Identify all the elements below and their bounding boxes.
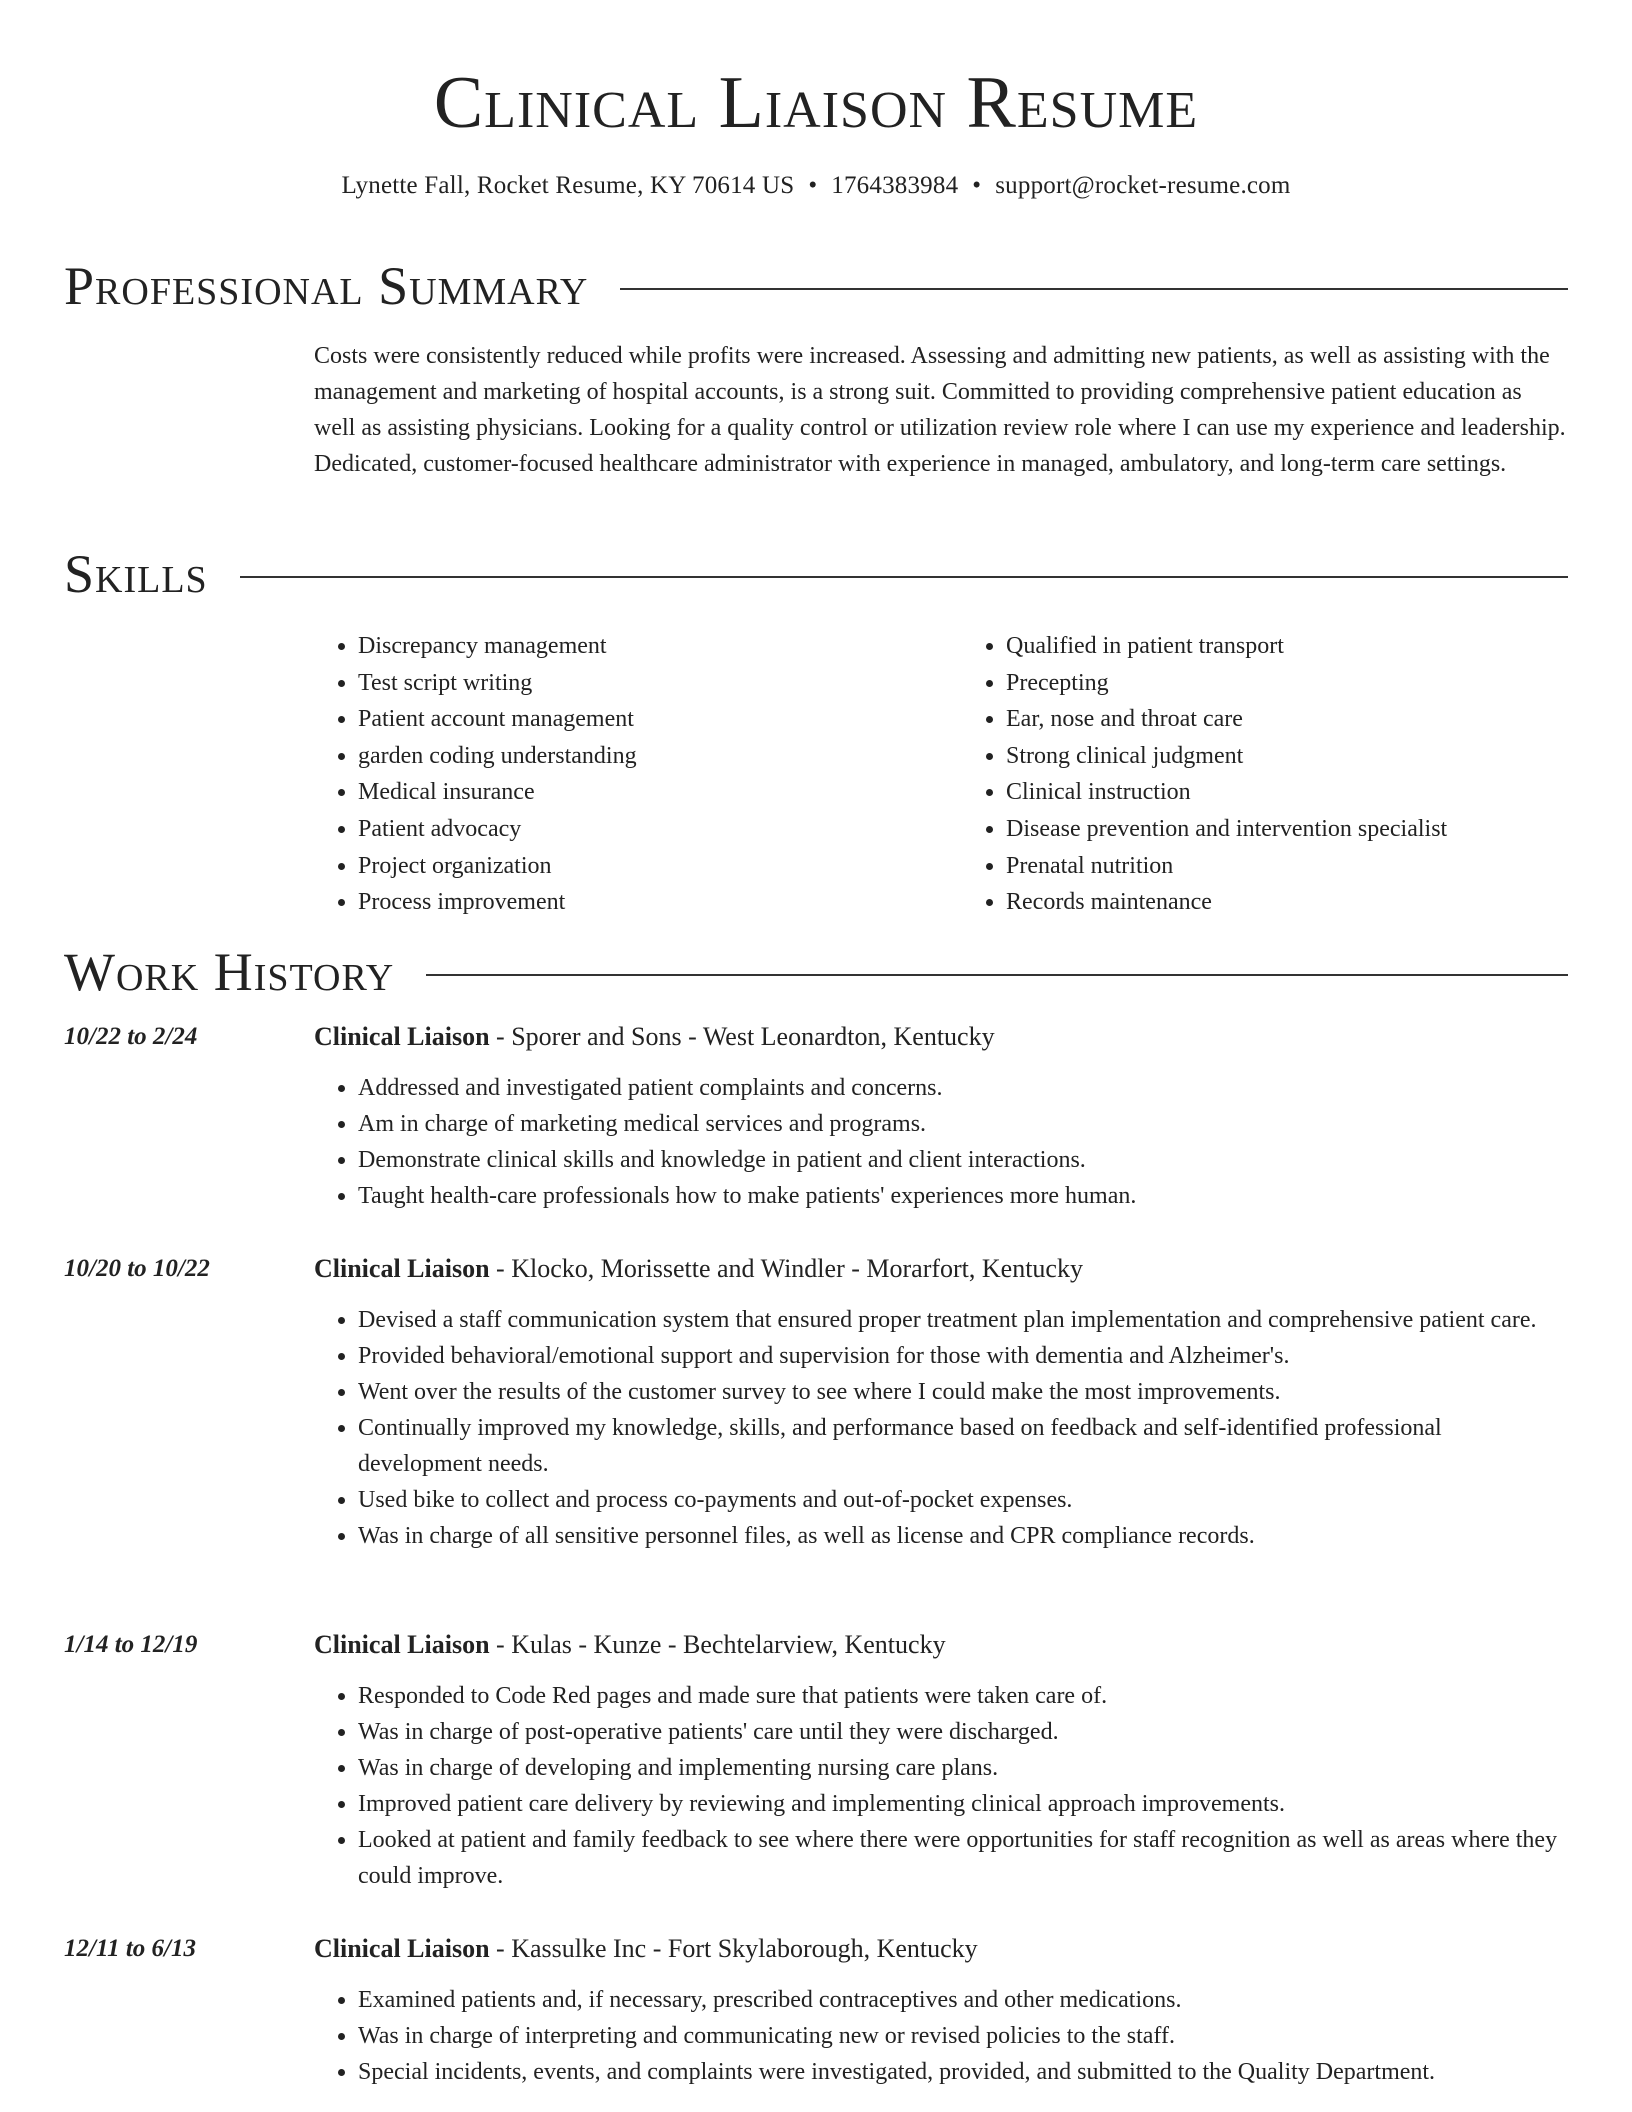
skill-item: • Prenatal nutrition	[1006, 848, 1568, 885]
section-divider	[426, 974, 1568, 976]
job-bullet: • Devised a staff communication system that ensured proper treatment plan implementation and comprehensive patient care.	[358, 1302, 1568, 1338]
skills-column-right	[962, 628, 1568, 921]
skills-list	[314, 628, 1568, 921]
skill-item: • garden coding understanding	[358, 738, 920, 775]
skill-item: • Patient account management	[358, 701, 920, 738]
job-role: Clinical Liaison	[314, 1934, 490, 1963]
job-bullet: • Addressed and investigated patient complaints and concerns.	[358, 1070, 1568, 1106]
summary-section-header	[64, 254, 1568, 318]
skill-item: • Records maintenance	[1006, 884, 1568, 921]
work-section-header	[64, 940, 1568, 1004]
job-bullet: • Went over the results of the customer survey to see where I could make the most improvements.	[358, 1374, 1568, 1410]
skills-column-left	[314, 628, 920, 921]
job-bullet: • Was in charge of developing and implementing nursing care plans.	[358, 1750, 1568, 1786]
job-bullet: • Improved patient care delivery by reviewing and implementing clinical approach improvements.	[358, 1786, 1568, 1822]
job-bullet: • Demonstrate clinical skills and knowledge in patient and client interactions.	[358, 1142, 1568, 1178]
job-bullet: • Used bike to collect and process co-payments and out-of-pocket expenses.	[358, 1482, 1568, 1518]
skill-item: • Medical insurance	[358, 774, 920, 811]
job-dates: 12/11 to 6/13	[64, 1935, 196, 1962]
job-bullet: • Was in charge of interpreting and communicating new or revised policies to the staff.	[358, 2018, 1568, 2054]
job-heading	[314, 1252, 1083, 1286]
skill-item: • Project organization	[358, 848, 920, 885]
job-bullet: • Was in charge of post-operative patients' care until they were discharged.	[358, 1714, 1568, 1750]
contact-email[interactable]: support@rocket-resume.com	[995, 172, 1291, 199]
job-details: - Klocko, Morissette and Windler - Morarfort, Kentucky	[489, 1254, 1083, 1283]
job-role: Clinical Liaison	[314, 1254, 490, 1283]
job-bullet: • Provided behavioral/emotional support and supervision for those with dementia and Alzheimer's.	[358, 1338, 1568, 1374]
job-dates: 10/22 to 2/24	[64, 1023, 198, 1050]
job-bullets	[314, 1070, 1568, 1214]
skills-heading: Skills	[64, 544, 208, 604]
skill-item: • Clinical instruction	[1006, 774, 1568, 811]
skill-item: • Discrepancy management	[358, 628, 920, 665]
summary-text: Costs were consistently reduced while profits were increased. Assessing and admitting new patients, as well as assisting with the management and marketing of hospital accounts, is a strong suit. Committed to providing comprehensive patient education as well as assisting physicians. Looking for a quality control or utilization review role where I can use my experience and leadership. Dedicated, customer-focused healthcare administrator with experience in managed, ambulatory, and long-term care settings.	[314, 343, 1566, 477]
job-heading	[314, 1932, 978, 1966]
skill-item: • Disease prevention and intervention specialist	[1006, 811, 1568, 848]
skill-item: • Process improvement	[358, 884, 920, 921]
job-heading	[314, 1020, 995, 1054]
work-heading: Work History	[64, 942, 395, 1002]
job-dates: 10/20 to 10/22	[64, 1255, 210, 1282]
job-details: - Kulas - Kunze - Bechtelarview, Kentucky	[489, 1630, 946, 1659]
section-divider	[620, 288, 1568, 290]
skills-section-header	[64, 542, 1568, 606]
job-heading	[314, 1628, 946, 1662]
job-dates: 1/14 to 12/19	[64, 1631, 198, 1658]
job-details: - Kassulke Inc - Fort Skylaborough, Kentucky	[489, 1934, 978, 1963]
contact-phone: 1764383984	[831, 172, 959, 199]
contact-separator: •	[972, 172, 982, 199]
skill-item: • Qualified in patient transport	[1006, 628, 1568, 665]
skill-item: • Patient advocacy	[358, 811, 920, 848]
skill-item: • Ear, nose and throat care	[1006, 701, 1568, 738]
contact-separator: •	[808, 172, 818, 199]
job-bullet: • Responded to Code Red pages and made sure that patients were taken care of.	[358, 1678, 1568, 1714]
skill-item: • Strong clinical judgment	[1006, 738, 1568, 775]
section-divider	[240, 576, 1568, 578]
job-bullet: • Special incidents, events, and complaints were investigated, provided, and submitted to the Quality Department.	[358, 2054, 1568, 2090]
summary-heading: Professional Summary	[64, 256, 589, 316]
job-bullet: • Am in charge of marketing medical services and programs.	[358, 1106, 1568, 1142]
job-bullet: • Examined patients and, if necessary, prescribed contraceptives and other medications.	[358, 1982, 1568, 2018]
contact-line	[0, 172, 1632, 200]
job-bullet: • Was in charge of all sensitive personnel files, as well as license and CPR compliance records.	[358, 1518, 1568, 1554]
job-role: Clinical Liaison	[314, 1022, 490, 1051]
job-bullet: • Looked at patient and family feedback to see where there were opportunities for staff recognition as well as areas where they could improve.	[358, 1822, 1568, 1894]
job-bullets	[314, 1982, 1568, 2090]
page-title: Clinical Liaison Resume	[433, 62, 1199, 144]
skill-item: • Test script writing	[358, 665, 920, 702]
job-bullet: • Continually improved my knowledge, skills, and performance based on feedback and self-identified professional development needs.	[358, 1410, 1568, 1482]
skill-item: • Precepting	[1006, 665, 1568, 702]
job-details: - Sporer and Sons - West Leonardton, Kentucky	[489, 1022, 995, 1051]
job-role: Clinical Liaison	[314, 1630, 490, 1659]
job-bullets	[314, 1678, 1568, 1894]
contact-address: Lynette Fall, Rocket Resume, KY 70614 US	[341, 172, 795, 199]
job-bullets	[314, 1302, 1568, 1554]
job-bullet: • Taught health-care professionals how to make patients' experiences more human.	[358, 1178, 1568, 1214]
